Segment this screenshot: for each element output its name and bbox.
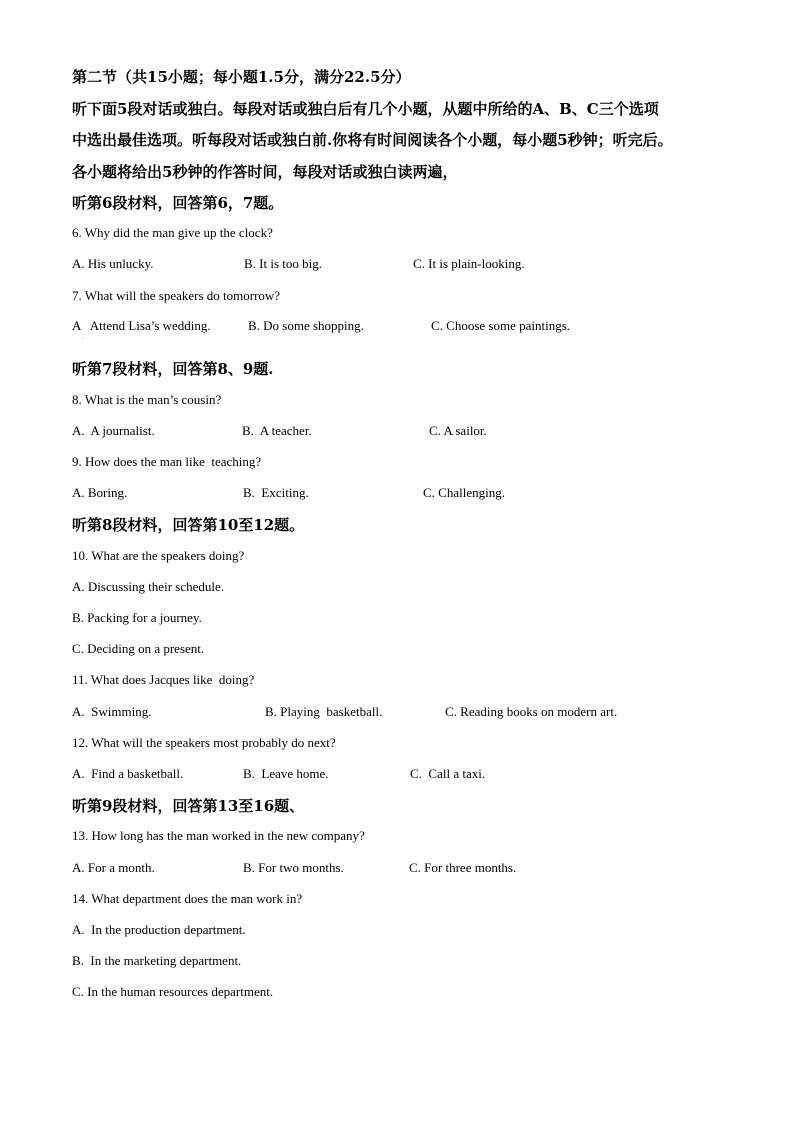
option-7b: B. Do some shopping.: [248, 318, 364, 333]
option-10c: C. Deciding on a present.: [72, 641, 205, 656]
option-9a: A. Boring.: [72, 485, 128, 500]
option-14c: C. In the human resources department.: [72, 984, 274, 999]
option-8b: B. A teacher.: [242, 423, 312, 438]
question-8: 8. What is the man’s cousin?: [72, 392, 222, 407]
option-9b: B. Exciting.: [243, 485, 309, 500]
option-6a: A. His unlucky.: [72, 256, 154, 271]
option-14b: B. In the marketing department.: [72, 953, 242, 968]
option-12a: A. Find a basketball.: [72, 766, 184, 781]
option-9c: C. Challenging.: [423, 485, 505, 500]
question-13: 13. How long has the man worked in the new company?: [72, 828, 365, 843]
option-11b: B. Playing basketball.: [265, 704, 383, 719]
option-8a: A. A journalist.: [72, 423, 155, 438]
section-label-7: 听第7段材料，回答第8、9题.: [72, 360, 274, 378]
question-10: 10. What are the speakers doing?: [72, 548, 245, 563]
question-9: 9. How does the man like teaching?: [72, 454, 262, 469]
option-7a: A Attend Lisa’s wedding.: [72, 318, 211, 333]
option-6b: B. It is too big.: [244, 256, 323, 271]
instruction-line: 各小题将给出5秒钟的作答时间，每段对话或独白读两遍，: [72, 163, 458, 181]
question-7: 7. What will the speakers do tomorrow?: [72, 288, 281, 303]
option-7c: C. Choose some paintings.: [431, 318, 571, 333]
section-label-9: 听第9段材料，回答第13至16题、: [72, 797, 305, 815]
option-13a: A. For a month.: [72, 860, 155, 875]
question-14: 14. What department does the man work in?: [72, 891, 303, 906]
option-12c: C. Call a taxi.: [410, 766, 486, 781]
option-12b: B. Leave home.: [243, 766, 329, 781]
option-6c: C. It is plain-looking.: [413, 256, 525, 271]
question-11: 11. What does Jacques like doing?: [72, 672, 255, 687]
option-11a: A. Swimming.: [72, 704, 152, 719]
section-label-8: 听第8段材料，回答第10至12题。: [72, 516, 305, 534]
instruction-line: 中选出最佳选项。听每段对话或独白前.你将有时间阅读各个小题，每小题5秒钟；听完后。: [72, 131, 673, 149]
question-6: 6. Why did the man give up the clock?: [72, 225, 273, 240]
option-14a: A. In the production department.: [72, 922, 246, 937]
section-label-6: 听第6段材料，回答第6，7题。: [72, 194, 284, 212]
question-12: 12. What will the speakers most probably do next?: [72, 735, 336, 750]
option-13c: C. For three months.: [409, 860, 517, 875]
stray-mark: ·: [82, 336, 84, 342]
option-11c: C. Reading books on modern art.: [445, 704, 618, 719]
option-13b: B. For two months.: [243, 860, 344, 875]
option-10b: B. Packing for a journey.: [72, 610, 202, 625]
option-8c: C. A sailor.: [429, 423, 487, 438]
option-10a: A. Discussing their schedule.: [72, 579, 225, 594]
section-heading: 第二节（共15小题；每小题1.5分，满分22.5分）: [72, 68, 411, 86]
instruction-line: 听下面5段对话或独白。每段对话或独白后有几个小题，从题中所给的A、B、C三个选项: [72, 100, 659, 118]
